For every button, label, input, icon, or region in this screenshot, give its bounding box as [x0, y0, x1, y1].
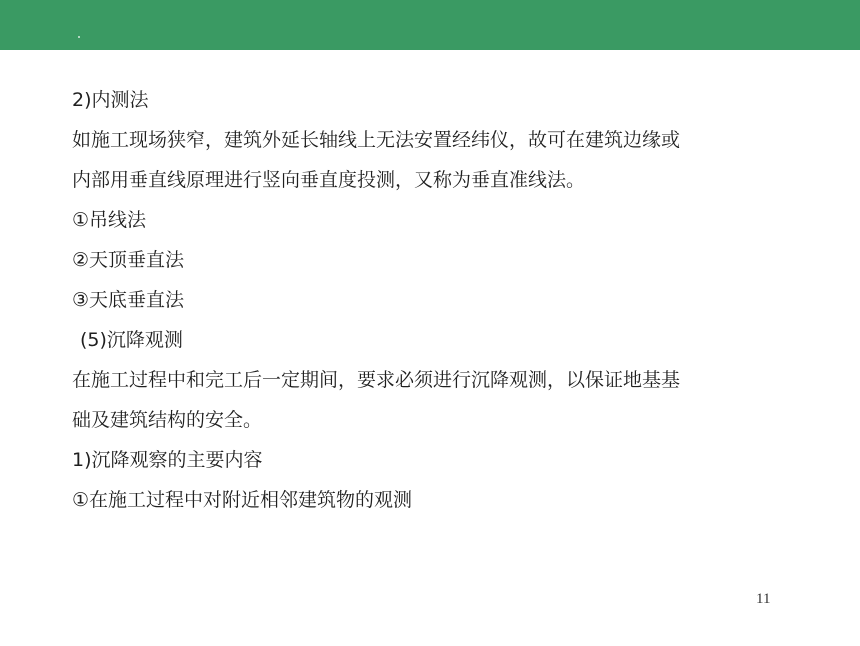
- section-heading-settlement: (5)沉降观测: [80, 329, 183, 351]
- header-dot: [78, 36, 80, 38]
- list-item: ③天底垂直法: [72, 289, 185, 311]
- page-number: 11: [756, 591, 771, 607]
- header-bar: [0, 0, 860, 50]
- list-item: ①在施工过程中对附近相邻建筑物的观测: [72, 489, 413, 511]
- subheading-main-content: 1)沉降观察的主要内容: [72, 449, 263, 471]
- list-item: ①吊线法: [72, 209, 147, 231]
- list-item: ②天顶垂直法: [72, 249, 185, 271]
- subheading-inner-method: 2)内测法: [72, 89, 149, 111]
- paragraph-line: 础及建筑结构的安全。: [72, 409, 263, 431]
- paragraph-line: 内部用垂直线原理进行竖向垂直度投测，又称为垂直准线法。: [72, 169, 586, 191]
- slide-content: [72, 80, 812, 520]
- paragraph-line: 在施工过程中和完工后一定期间，要求必须进行沉降观测，以保证地基基: [72, 369, 681, 391]
- paragraph-line: 如施工现场狭窄，建筑外延长轴线上无法安置经纬仪，故可在建筑边缘或: [72, 129, 681, 151]
